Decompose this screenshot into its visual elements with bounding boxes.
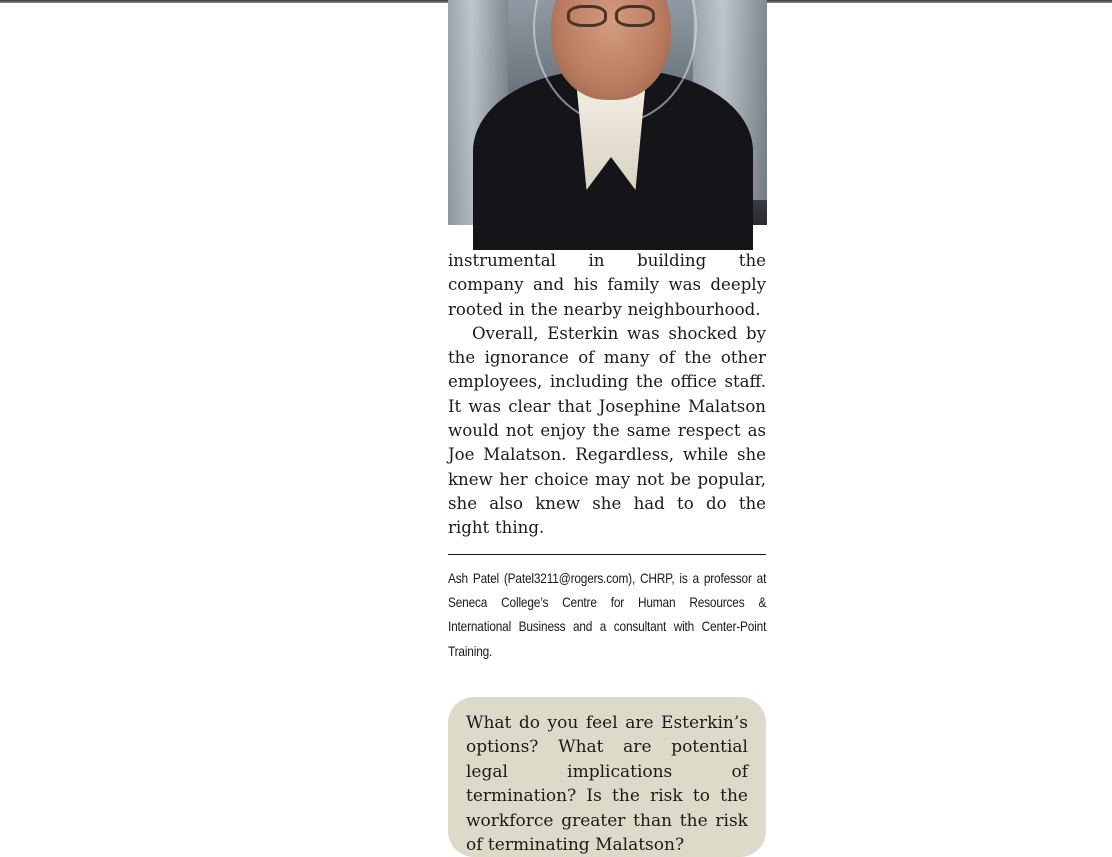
- article-paragraph: instrumental in building the company and his family was deeply rooted in the nearby neighbourhood.: [448, 251, 766, 319]
- article-paragraph: Overall, Esterkin was shocked by the ignorance of many of the other employees, including the office staff. It was clear that Josephine Malatson would not enjoy the same respect as Joe Malatson. Regardless, while she knew her choice may not be popular, she also knew she had to do the right thing.: [448, 323, 766, 538]
- portrait-photo: [448, 0, 767, 225]
- author-bio: Ash Patel (Patel3211@rogers.com), CHRP, is a professor at Seneca College’s Centre for Human Resources & International Business and a consultant with Center-Point Training.: [448, 571, 767, 659]
- article-body: [448, 249, 766, 541]
- discussion-callout-box: [448, 697, 766, 857]
- section-divider: [448, 554, 766, 555]
- discussion-questions: What do you feel are Esterkin’s options? What are potential legal implications of termination? Is the risk to the workforce greater than the risk of terminating Malatson?: [466, 713, 748, 856]
